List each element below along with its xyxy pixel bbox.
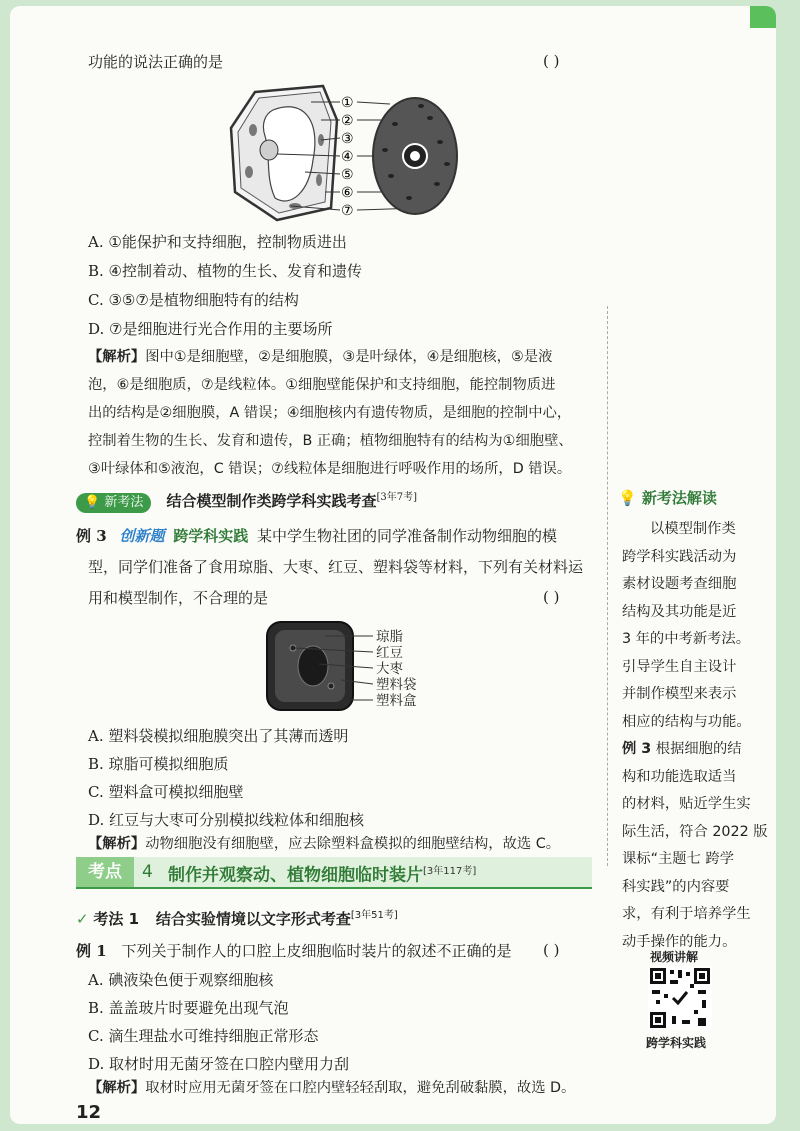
example3-line-1 xyxy=(76,526,557,546)
question-stem-tail: 功能的说法正确的是 xyxy=(88,53,224,71)
plant-nucleus xyxy=(260,140,278,160)
option-c: C. ③⑤⑦是植物细胞特有的结构 xyxy=(88,291,299,309)
sidebar-line: 根据细胞的结 xyxy=(655,741,742,757)
analysis-label: 【解析】 xyxy=(88,349,146,365)
example3-option-b: B. 琼脂可模拟细胞质 xyxy=(88,755,229,773)
sidebar-line: 际生活，符合 2022 版 xyxy=(622,823,768,840)
example3-analysis-label: 【解析】 xyxy=(88,836,146,852)
example3-analysis xyxy=(88,830,560,858)
example3-option-c: C. 塑料盒可模拟细胞壁 xyxy=(88,783,244,801)
sidebar-line: 课标“主题七 跨学 xyxy=(622,851,735,867)
label-1: ① xyxy=(341,95,354,111)
example1-analysis xyxy=(88,1074,575,1102)
sidebar-example-label: 例 3 xyxy=(622,741,652,757)
model-label-bag: 塑料袋 xyxy=(376,677,417,693)
example1-option-d: D. 取材时用无菌牙签在口腔内壁用力刮 xyxy=(88,1055,350,1073)
example1-label: 例 1 xyxy=(76,942,107,960)
method1-header xyxy=(76,906,398,929)
new-method-sup: [3年7考] xyxy=(376,492,417,503)
page xyxy=(10,6,776,1124)
sidebar-line: 并制作模型来表示 xyxy=(622,686,737,702)
analysis-1 xyxy=(88,343,573,483)
example1-option-a: A. 碘液染色便于观察细胞核 xyxy=(88,971,274,989)
example3-label: 例 3 xyxy=(76,527,107,545)
new-method-badge: 💡 新考法 xyxy=(76,493,151,513)
sidebar-line: 跨学科实践活动为 xyxy=(622,548,737,565)
label-5: ⑤ xyxy=(341,167,354,183)
chloroplast xyxy=(245,166,253,178)
option-b: B. ④控制着动、植物的生长、发育和遗传 xyxy=(88,262,363,280)
example1-analysis-label: 【解析】 xyxy=(88,1080,146,1096)
example3-analysis-text: 动物细胞没有细胞壁，应去除塑料盒模拟的细胞壁结构，故选 C。 xyxy=(145,836,561,852)
model-label-agar: 琼脂 xyxy=(376,629,403,645)
example3-paren: ( ) xyxy=(543,588,560,606)
sidebar-line: 的材料，贴近学生实 xyxy=(622,796,751,812)
cell-diagram xyxy=(225,80,475,226)
red-bean xyxy=(328,683,334,689)
example3-option-a: A. 塑料袋模拟细胞膜突出了其薄而透明 xyxy=(88,727,349,745)
method1-sup: [3年51考] xyxy=(350,910,398,921)
example1-stem: 下列关于制作人的口腔上皮细胞临时装片的叙述不正确的是 xyxy=(121,942,512,960)
column-divider xyxy=(607,306,608,866)
example1-stem-line xyxy=(76,941,511,961)
corner-tab xyxy=(750,6,776,28)
cell-model-figure xyxy=(265,618,445,716)
model-label-redbean: 红豆 xyxy=(376,645,403,661)
jujube xyxy=(298,646,328,686)
label-2: ② xyxy=(341,113,354,129)
new-method-title: 结合模型制作类跨学科实践考查 xyxy=(166,492,377,511)
sidebar-line: 素材设题考查细胞 xyxy=(622,576,737,592)
sidebar-line: 动手操作的能力。 xyxy=(622,933,737,950)
pointer-line xyxy=(357,102,390,104)
analysis-line: 图中①是细胞壁，②是细胞膜，③是叶绿体，④是细胞核，⑤是液 xyxy=(145,349,553,365)
example3-stem-3: 用和模型制作，不合理的是 xyxy=(88,589,269,607)
qr-caption-bottom: 跨学科实践 xyxy=(646,1036,707,1050)
analysis-line: 控制着生物的生长、发育和遗传，B 正确；植物细胞特有的结构为①细胞壁、 xyxy=(88,433,573,449)
sidebar-line: 相应的结构与功能。 xyxy=(622,713,751,730)
sidebar-line: 结构及其功能是近 xyxy=(622,603,737,620)
chloroplast xyxy=(249,124,257,136)
check-icon: ✓ xyxy=(76,910,89,928)
analysis-line: ③叶绿体和⑤液泡，C 错误；⑦线粒体是细胞进行呼吸作用的场所，D 错误。 xyxy=(88,461,572,477)
sidebar-line: 3 年的中考新考法。 xyxy=(622,631,751,647)
label-7: ⑦ xyxy=(341,203,354,219)
sidebar-title: 💡 新考法解读 xyxy=(618,489,717,507)
model-label-box: 塑料盒 xyxy=(376,693,417,709)
analysis-line: 泡，⑥是细胞质，⑦是线粒体。①细胞壁能保护和支持细胞，能控制物质进 xyxy=(88,377,556,393)
example3-stem-2: 型，同学们准备了食用琼脂、大枣、红豆、塑料袋等材料，下列有关材料运 xyxy=(88,558,584,576)
example3-option-d: D. 红豆与大枣可分别模拟线粒体和细胞核 xyxy=(88,811,365,829)
method1-label: 考法 1 xyxy=(93,910,140,928)
analysis-line: 出的结构是②细胞膜，A 错误；④细胞核内有遗传物质，是细胞的控制中心， xyxy=(88,405,572,421)
page-number: 12 xyxy=(76,1102,102,1123)
example1-analysis-text: 取材时应用无菌牙签在口腔内壁轻轻刮取，避免刮破黏膜，故选 D。 xyxy=(145,1080,576,1096)
bulb-icon: 💡 xyxy=(618,489,637,507)
qr-code[interactable] xyxy=(648,966,712,1030)
chloroplast xyxy=(316,174,322,186)
label-4: ④ xyxy=(341,149,354,165)
section-label: 考点 xyxy=(76,857,134,887)
example1-paren: ( ) xyxy=(543,941,560,959)
example3-tag-innovative: 创新题 xyxy=(119,527,165,545)
sidebar-body xyxy=(622,516,772,956)
example3-tag-cross: 跨学科实践 xyxy=(173,527,249,545)
method1-title: 结合实验情境以文字形式考查 xyxy=(155,910,351,928)
example1-option-c: C. 滴生理盐水可维持细胞正常形态 xyxy=(88,1027,319,1045)
sidebar-line: 构和功能选取适当 xyxy=(622,768,737,785)
label-6: ⑥ xyxy=(341,185,354,201)
option-a: A. ①能保护和支持细胞，控制物质进出 xyxy=(88,233,347,251)
section-header xyxy=(76,857,592,889)
answer-paren: ( ) xyxy=(543,52,560,70)
sidebar-line: 科实践”的内容要 xyxy=(622,878,730,895)
sidebar-line: 求，有利于培养学生 xyxy=(622,906,751,922)
nucleolus xyxy=(410,151,420,161)
example3-stem-1: 某中学生物社团的同学准备制作动物细胞的模 xyxy=(257,527,558,545)
option-d: D. ⑦是细胞进行光合作用的主要场所 xyxy=(88,320,333,338)
example1-option-b: B. 盖盖玻片时要避免出现气泡 xyxy=(88,999,289,1017)
new-method-header xyxy=(76,488,417,513)
sidebar-line: 引导学生自主设计 xyxy=(622,658,737,675)
label-3: ③ xyxy=(341,131,354,147)
model-label-jujube: 大枣 xyxy=(376,661,403,677)
sidebar-line: 以模型制作类 xyxy=(650,521,736,537)
qr-caption-top: 视频讲解 xyxy=(650,950,699,964)
section-title: 制作并观察动、植物细胞临时装片[3年117考] xyxy=(168,865,477,886)
section-number: 4 xyxy=(142,862,153,882)
